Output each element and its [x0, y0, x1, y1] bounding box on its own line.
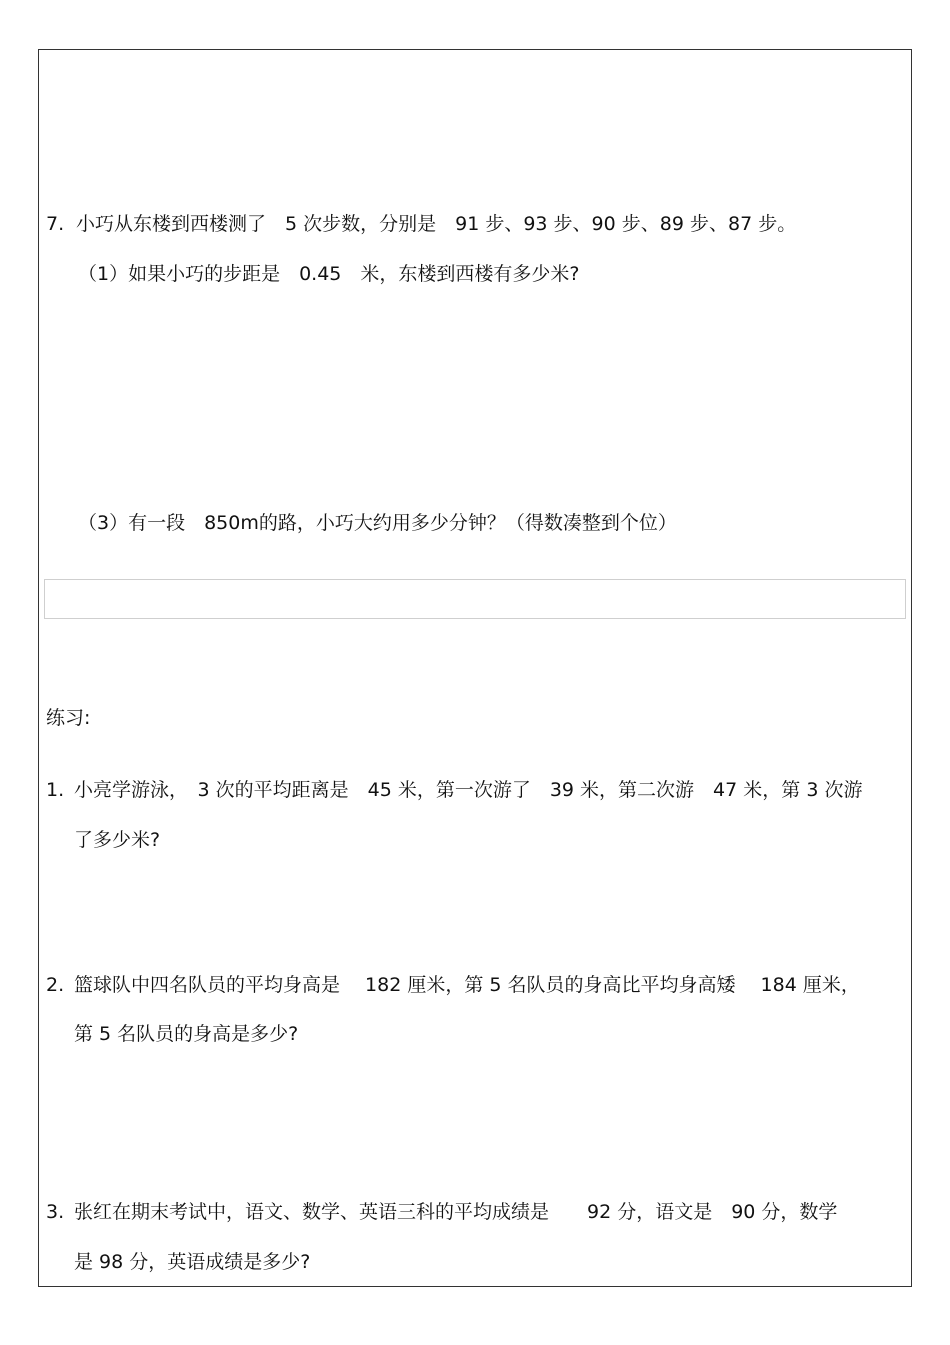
- problem-7-number: 7.: [46, 213, 65, 235]
- practice-1-line-1: 小亮学游泳， 3 次的平均距离是 45 米，第一次游了 39 米，第二次游 47 米，第 3 次游: [74, 779, 863, 801]
- practice-1-number: 1.: [46, 779, 65, 801]
- practice-1-line-2: 了多少米?: [74, 829, 161, 851]
- answer-box: [44, 579, 906, 619]
- practice-3-line-2: 是 98 分，英语成绩是多少?: [74, 1251, 311, 1273]
- practice-2-number: 2.: [46, 974, 65, 996]
- practice-3-number: 3.: [46, 1201, 65, 1223]
- practice-3-line-1: 张红在期末考试中，语文、数学、英语三科的平均成绩是 92 分，语文是 90 分，数学: [74, 1201, 838, 1223]
- practice-heading: 练习:: [46, 707, 91, 729]
- problem-7-text: 小巧从东楼到西楼测了 5 次步数，分别是 91 步、93 步、90 步、89 步、87 步。: [76, 213, 797, 235]
- problem-7-question-1: （1）如果小巧的步距是 0.45 米，东楼到西楼有多少米?: [78, 263, 580, 285]
- problem-7-question-3: （3）有一段 850m的路，小巧大约用多少分钟？（得数凑整到个位）: [78, 512, 677, 534]
- practice-2-line-2: 第 5 名队员的身高是多少?: [74, 1023, 299, 1045]
- practice-2-line-1: 篮球队中四名队员的平均身高是 182 厘米，第 5 名队员的身高比平均身高矮 184 厘米，: [74, 974, 860, 996]
